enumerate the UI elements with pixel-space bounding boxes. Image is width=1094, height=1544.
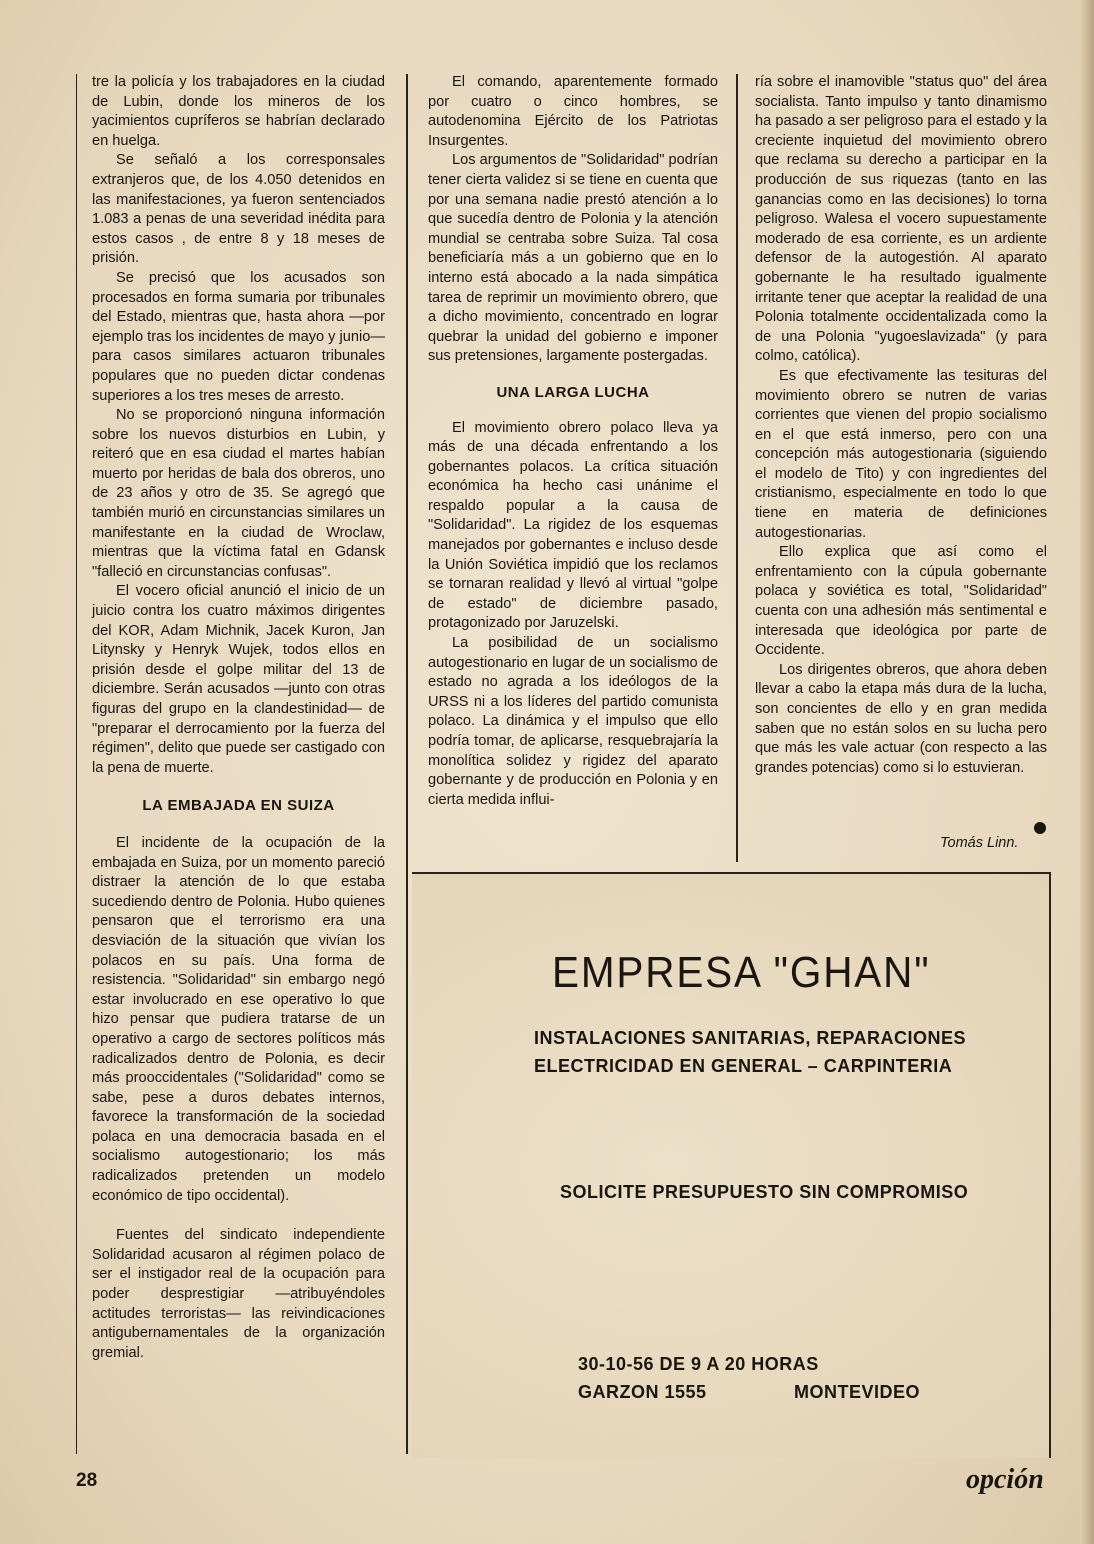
paragraph: ría sobre el inamovible "status quo" del área socialista. Tanto impulso y tanto dinamismo ha pasado a ser peligroso para el estado y la creciente inquietud del movimiento obrero que reclama su derecho a participar en la producción de sus riquezas (tanto en las ganancias como en las decisiones) lo torna peligroso. Walesa el vocero supuestamente moderado de esa corriente, es un ardiente defensor de la autogestión. Al aparato gobernante le ha resultado igualmente irritante tener que aceptar la realidad de una Polonia totalmente occidentalizada como la de una Polonia "yugoeslavizada" (y para colmo, católica).	[755, 74, 1047, 365]
ad-quote-offer: SOLICITE PRESUPUESTO SIN COMPROMISO	[560, 1182, 969, 1202]
paragraph: Es que efectivamente las tesituras del movimiento obrero se nutren de varias corrientes que vienen del propio socialismo en el que está inmerso, pero con una concepción más autogestionaria (siguiendo el modelo de Tito) y con ingredientes del cristianismo, especialmente en todo lo que tiene en materia de definiciones autogestionarias.	[755, 367, 1047, 541]
paragraph: Los argumentos de "Solidaridad" podrían tener cierta validez si se tiene en cuenta que por una semana nadie prestó atención a lo que sucedía dentro de Polonia y la atención mundial se centraba sobre Suiza. Tal cosa beneficiaría más a un gobierno que en lo interno está abocado a la nada simpática tarea de reprimir un movimiento obrero, que a dicho movimiento, concentrado en lograr quebrar la unidad del gobierno e imponer sus pretensiones, largamente postergadas.	[428, 152, 718, 365]
advertisement-box	[412, 872, 1051, 1458]
paragraph: Los dirigentes obreros, que ahora deben llevar a cabo la etapa más dura de la lucha, son concientes de ello y en gran medida saben que no están solos en su lucha pero que más les vale actuar (con respecto a las grandes potencias) como si lo estuvieran.	[755, 661, 1047, 776]
paragraph: Se señaló a los corresponsales extranjeros que, de los 4.050 detenidos en las manifestaciones, ya fueron sentenciados 1.083 a penas de una severidad inédita para estos casos , de entre 8 y 18 meses de prisión.	[92, 152, 385, 267]
ad-city: MONTEVIDEO	[794, 1382, 921, 1402]
column-rule-1	[406, 74, 408, 1454]
page-edge	[1080, 0, 1094, 1544]
ad-phone-hours: 30-10-56 DE 9 A 20 HORAS	[578, 1354, 819, 1374]
paragraph: La posibilidad de un socialismo autogestionario en lugar de un socialismo de estado no agrada a los ideólogos de la URSS ni a los líderes del partido comunista polaco. La dinámica y el impulso que ello podría tomar, de aplicarse, resquebrajaría la monolítica solidez y rigidez del aparato gobernante y de producción en Polonia y en cierta medida influi-	[428, 635, 718, 808]
article-column-1	[92, 73, 385, 1363]
section-heading: LA EMBAJADA EN SUIZA	[142, 797, 335, 815]
ad-title: EMPRESA "GHAN"	[552, 948, 931, 997]
paragraph: Fuentes del sindicato independiente Solidaridad acusaron al régimen polaco de ser el instigador real de la ocupación para poder desprestigiar —atribuyéndoles actitudes terroristas— las reivindicaciones antigubernamentales de la organización gremial.	[92, 1227, 385, 1361]
paragraph: Ello explica que así como el enfrentamiento con la cúpula gobernante polaca y soviética es total, "Solidaridad" cuenta con una adhesión más sentimental e interesada que ideológica por parte de Occidente.	[755, 544, 1047, 659]
ad-services-line-1: INSTALACIONES SANITARIAS, REPARACIONES	[534, 1028, 967, 1048]
magazine-logo: opción	[966, 1464, 1044, 1495]
section-heading: UNA LARGA LUCHA	[496, 383, 650, 401]
paragraph: No se proporcionó ninguna información sobre los nuevos disturbios en Lubin, y reiteró que en esa ciudad el martes habían muerto por heridas de bala dos obreros, uno de 23 años y otro de 35. Se agregó que también murió en circunstancias similares un manifestante en la ciudad de Wroclaw, mientras que la víctima fatal en Gdansk "falleció en circunstancias confusas".	[92, 407, 385, 580]
page-number: 28	[76, 1470, 98, 1491]
column-rule-2	[736, 74, 738, 862]
author-signature: Tomás Linn.	[940, 835, 1019, 851]
ad-services-line-2: ELECTRICIDAD EN GENERAL – CARPINTERIA	[534, 1056, 953, 1076]
paragraph: El incidente de la ocupación de la embajada en Suiza, por un momento pareció distraer la atención de lo que estaba sucediendo dentro de Polonia. Hubo quienes pensaron que el terrorismo era una desviación de la situación que vivían los polacos en su país. Una forma de resistencia. "Solidaridad" sin embargo negó estar involucrado en ese operativo lo que hizo pensar que pudiera tratarse de un operativo a cargo de sectores políticos más radicalizados dentro de Polonia, es decir más prooccidentales ("Solidaridad" como se sabe, pese a duros debates internos, favorece la transformación de la sociedad polaca en una democracia basada en el socialismo autogestionario; los más radicalizados pretenden un modelo económico de tipo occidental).	[92, 834, 385, 1204]
ad-address: GARZON 1555	[578, 1382, 707, 1402]
paragraph: El vocero oficial anunció el inicio de un juicio contra los cuatro máximos dirigentes del KOR, Adam Michnik, Jacek Kuron, Jan Litynsky y Henryk Wujek, todos ellos en prisión desde el golpe militar del 13 de diciembre. Serán acusados —junto con otras figuras del grupo en la clandestinidad— de "preparar el derrocamiento por la fuerza del régimen", delito que puede ser castigado con la pena de muerte.	[92, 583, 385, 776]
article-column-2	[428, 73, 718, 810]
paragraph: tre la policía y los trabajadores en la ciudad de Lubin, donde los mineros de los yacimientos cupríferos se habrían declarado en huelga.	[92, 74, 385, 149]
paragraph: Se precisó que los acusados son procesados en forma sumaria por tribunales del Estado, mientras que, hasta ahora —por ejemplo tras los incidentes de mayo y junio— para casos similares actuaron tribunales populares que no pueden dictar condenas superiores a los tres meses de arresto.	[92, 269, 385, 404]
end-of-article-mark	[1034, 822, 1046, 834]
paragraph: El comando, aparentemente formado por cuatro o cinco hombres, se autodenomina Ejército de los Patriotas Insurgentes.	[428, 74, 718, 149]
article-column-3	[755, 73, 1047, 778]
paragraph: El movimiento obrero polaco lleva ya más de una década enfrentando a los gobernantes polacos. La crítica situación económica ha hecho casi unánime el respaldo popular a la causa de "Solidaridad". La rigidez de los esquemas manejados por gobernantes e incluso desde la Unión Soviética impidió que los reclamos se tornaran realidad y llevó al virtual "golpe de estado" de diciembre pasado, protagonizado por Jaruzelski.	[428, 419, 718, 632]
column-rule-left	[76, 74, 77, 1454]
